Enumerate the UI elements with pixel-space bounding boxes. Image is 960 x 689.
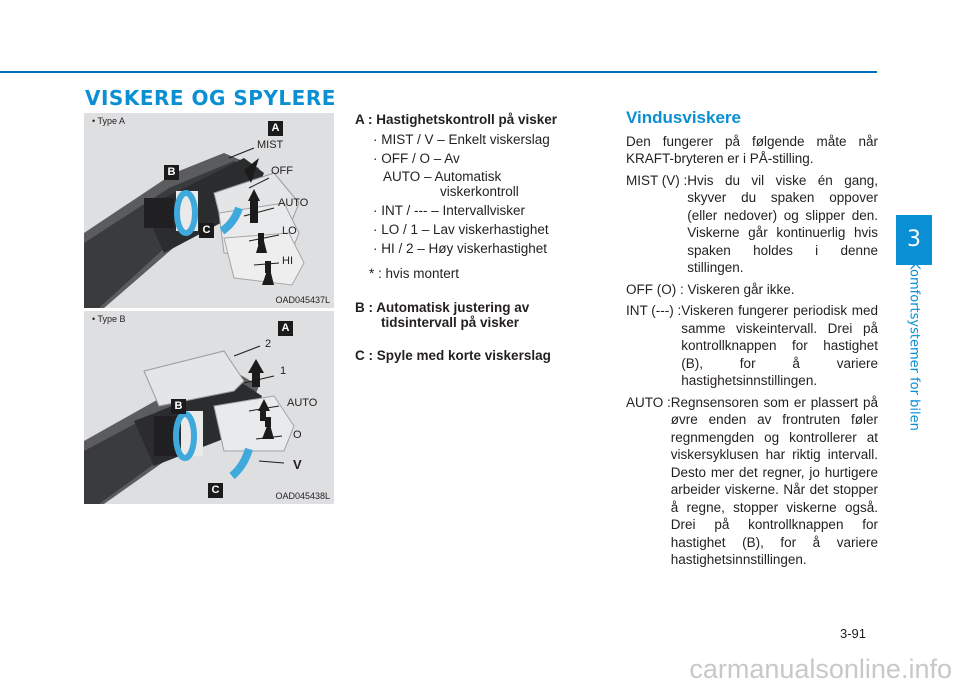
legend-item: · HI / 2 – Høy viskerhastighet	[373, 241, 548, 256]
top-rule	[0, 71, 877, 73]
page-number: 3-91	[840, 626, 867, 641]
label-lo: LO	[282, 225, 297, 237]
wiper-lever-illustration-a	[84, 113, 334, 308]
badge-a: A	[278, 321, 293, 336]
figure-code: OAD045438L	[275, 491, 330, 501]
definition-text: Hvis du vil viske én gang, skyver du spaken oppover (eller nedover) og slipper den. Viskerne går kontinuerlig hvis spaken holdes i denne stillingen.	[687, 172, 878, 275]
legend-item: viskerkontroll	[440, 184, 519, 199]
label-o: O	[293, 429, 302, 441]
legend-c-heading: C : Spyle med korte viskerslag	[355, 348, 551, 363]
intro-paragraph: Den fungerer på følgende måte når KRAFT-bryteren er i PÅ-stilling.	[626, 133, 878, 166]
label-1: 1	[280, 365, 287, 377]
definition-term: AUTO :	[626, 394, 671, 410]
legend-column	[355, 112, 605, 363]
label-hi: HI	[282, 255, 293, 267]
legend-b-heading-2: tidsintervall på visker	[381, 315, 520, 330]
label-mist: MIST	[257, 139, 284, 151]
legend-a-heading: A : Hastighetskontroll på visker	[355, 112, 558, 127]
badge-b: B	[171, 399, 186, 414]
mist-definition	[626, 172, 878, 277]
definition-text: Viskeren fungerer periodisk med samme viskeintervall. Drei på kontrollknappen for hastighet (B), for å variere hastighetsinnstillingen.	[681, 303, 878, 388]
section-title: VISKERE OG SPYLERE	[85, 86, 336, 110]
label-2: 2	[265, 338, 272, 350]
footnote: * : hvis montert	[369, 266, 460, 281]
int-definition	[626, 302, 878, 390]
badge-c: C	[208, 483, 223, 498]
label-auto: AUTO	[287, 397, 318, 409]
badge-a: A	[268, 121, 283, 136]
figure-type-label: • Type A	[92, 116, 126, 126]
definition-text: Regnsensoren som er plassert på øvre enden av frontruten føler regnmengden og kontrollerer at viskersyklusen har riktig intervall. Desto mer det regner, jo hurtigere arbeider viskerne. Når det stopper å regne, stopper viskerne også. Drei på kontrollknappen for hastighet (B), for å variere hastighetsinnstillingen.	[670, 394, 878, 567]
legend-b-heading-1: B : Automatisk justering av	[355, 300, 530, 315]
subsection-heading: Vindusviskere	[626, 108, 741, 127]
label-auto: AUTO	[278, 197, 309, 209]
legend-item: · OFF / O – Av	[373, 151, 460, 166]
figure-type-label: • Type B	[92, 314, 126, 324]
figure-type-b	[84, 311, 334, 504]
label-off: OFF	[271, 165, 293, 177]
wiper-description-column	[626, 109, 878, 569]
figure-type-a	[84, 113, 334, 308]
legend-item: · LO / 1 – Lav viskerhastighet	[373, 222, 549, 237]
figure-code: OAD045437L	[275, 295, 330, 305]
watermark: carmanualsonline.info	[689, 654, 952, 684]
off-definition: OFF (O) : Viskeren går ikke.	[626, 281, 795, 297]
legend-item: · INT / --- – Intervallvisker	[373, 203, 526, 218]
badge-b: B	[164, 165, 179, 180]
label-v: V	[293, 457, 302, 472]
badge-c: C	[199, 223, 214, 238]
legend-item: AUTO – Automatisk	[383, 169, 502, 184]
definition-term: INT (---) :	[626, 303, 682, 318]
auto-definition	[626, 394, 878, 569]
legend-item: · MIST / V – Enkelt viskerslag	[373, 132, 550, 147]
chapter-label: Komfortsystemer for bilen	[906, 261, 922, 431]
definition-term: MIST (V) :	[626, 172, 688, 188]
chapter-tab: 3	[896, 215, 932, 265]
